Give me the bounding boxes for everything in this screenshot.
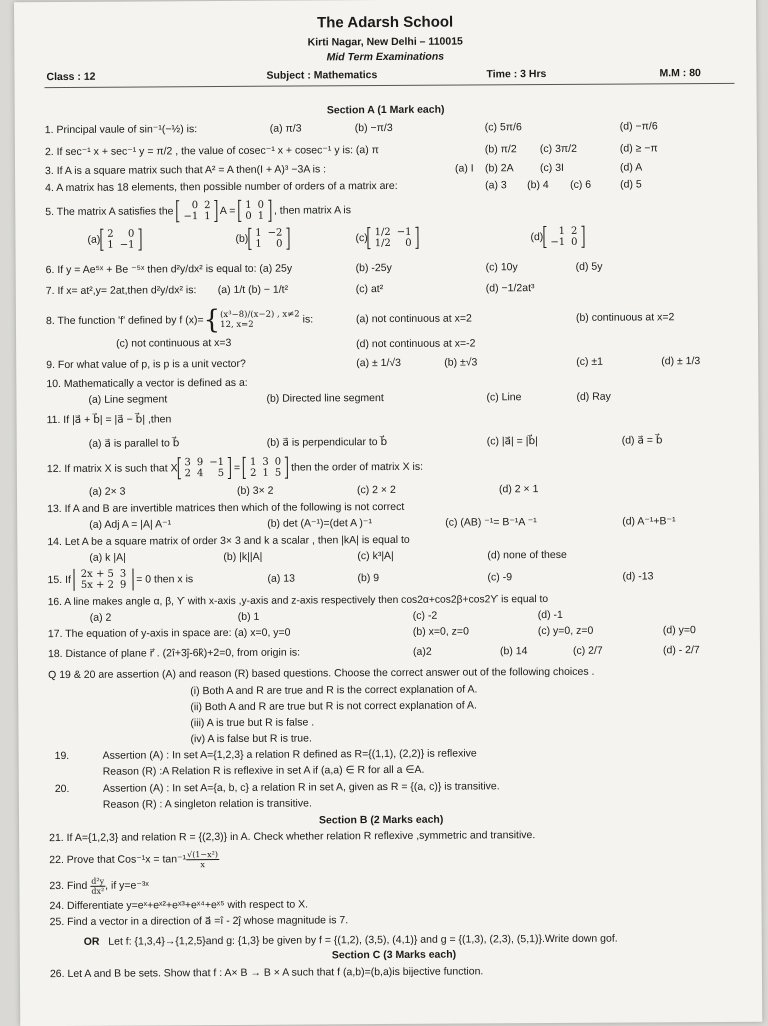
q5-option-a: (a) 2 0 1 −1 bbox=[87, 227, 141, 251]
q5-text bbox=[45, 199, 351, 223]
q5-pre: 5. The matrix A satisfies the bbox=[45, 205, 174, 219]
q6-option-c: (c) 10y bbox=[485, 261, 518, 274]
q9-text: 9. For what value of p, is p is a unit vector? bbox=[46, 357, 246, 372]
q25-text: 25. Find a vector in a direction of a⃗ =î - 2ĵ whose magnitude is 7. bbox=[49, 914, 349, 929]
q17-text: 17. The equation of y-axis in space are: (a) x=0, y=0 bbox=[47, 626, 291, 641]
q16-text: 16. A line makes angle α, β, ϒ with x-axis ,y-axis and z-axis respectively then cos2α+cos2β+cos2ϒ is equal to bbox=[47, 594, 549, 609]
q3-text: 3. If A is a square matrix such that A² = A then(I + A)³ −3A is : bbox=[45, 163, 327, 178]
q26-text: 26. Let A and B be sets. Show that f : A× B → B × A such that f (a,b)=(b,a)is bijective function. bbox=[49, 965, 484, 981]
q8-option-b: (b) continuous at x=2 bbox=[575, 311, 675, 324]
section-a-heading: Section A (1 Mark each) bbox=[326, 103, 445, 117]
q5-matrix-right: 1 0 0 1 bbox=[238, 200, 271, 222]
q11-option-b: (b) a⃗ is perpendicular to b⃗ bbox=[266, 435, 388, 449]
q7-option-c: (c) at² bbox=[355, 283, 384, 296]
q8-option-a: (a) not continuous at x=2 bbox=[355, 312, 472, 326]
q13-text: 13. If A and B are invertible matrices then which of the following is not correct bbox=[47, 500, 405, 516]
q8-option-d: (d) not continuous at x=-2 bbox=[356, 337, 476, 351]
q24-text: 24. Differentiate y=eˣ+eˣ²+eˣ³+eˣ⁴+eˣ⁵ with respect to X. bbox=[49, 898, 309, 913]
q20-number: 20. bbox=[54, 782, 70, 796]
q13-option-c: (c) (AB) ⁻¹= B⁻¹A ⁻¹ bbox=[445, 516, 537, 529]
q14-option-d: (d) none of these bbox=[487, 548, 567, 562]
q8-case-1: (x³−8)/(x−2) , x≠2 bbox=[220, 309, 300, 321]
q5-post: , then matrix A is bbox=[273, 204, 352, 217]
q4-option-d: (d) 5 bbox=[620, 178, 642, 191]
q15-option-d: (d) -13 bbox=[622, 570, 654, 583]
q14-text: 14. Let A be a square matrix of order 3× 3 and k a scalar , then |kA| is equal to bbox=[47, 533, 410, 549]
q16-option-b: (b) 1 bbox=[237, 610, 260, 623]
q17-option-d: (d) y=0 bbox=[662, 624, 696, 637]
q12-text: 12. If matrix X is such that X 3 9 −1 2 4 5 = 1 3 0 2 1 5 then the order of matrix X is: bbox=[46, 456, 424, 480]
q5-option-c: (c) 1/2 −1 1/2 0 bbox=[355, 226, 418, 250]
q3-option-b: (b) 2A bbox=[484, 162, 514, 175]
q5-option-d: (d) 1 2 −1 0 bbox=[530, 225, 584, 249]
q12-option-a: (a) 2× 3 bbox=[88, 485, 126, 498]
school-address: Kirti Nagar, New Delhi – 110015 bbox=[307, 35, 463, 49]
q15-option-b: (b) 9 bbox=[357, 572, 380, 585]
q16-option-d: (d) -1 bbox=[537, 608, 563, 622]
q13-option-d: (d) A⁻¹+B⁻¹ bbox=[622, 515, 676, 528]
q1-text: 1. Principal vaule of sin⁻¹(−½) is: bbox=[44, 123, 198, 137]
q11-text: 11. If |a⃗ + b⃗| = |a⃗ − b⃗| ,then bbox=[46, 413, 172, 427]
exam-title: Mid Term Examinations bbox=[326, 50, 445, 64]
q20-reason: Reason (R) : A singleton relation is transitive. bbox=[102, 797, 312, 811]
q1-option-a: (a) π/3 bbox=[269, 122, 302, 135]
q19-reason: Reason (R) :A Relation R is reflexive in set A if (a,a) ∈ R for all a ∈A. bbox=[102, 763, 425, 778]
q12-option-c: (c) 2 × 2 bbox=[356, 483, 396, 497]
header-divider bbox=[45, 83, 735, 88]
q4-option-c: (c) 6 bbox=[570, 178, 592, 191]
q8-case-2: 12, x=2 bbox=[220, 320, 254, 331]
q6-option-d: (d) 5y bbox=[575, 260, 603, 273]
q11-option-c: (c) |a⃗| = |b⃗| bbox=[486, 435, 538, 448]
q6-text: 6. If y = Ae⁵ˣ + Be ⁻⁵ˣ then d²y/dx² is equal to: (a) 25y bbox=[45, 262, 293, 277]
q14-option-b: (b) |k||A| bbox=[223, 550, 263, 563]
q18-option-d: (d) - 2/7 bbox=[662, 644, 700, 657]
q9-option-c: (c) ±1 bbox=[576, 355, 604, 368]
q18-text: 18. Distance of plane r⃗ . (2î+3ĵ-6k̂)+2=0, from origin is: bbox=[47, 646, 301, 661]
q9-option-a: (a) ± 1/√3 bbox=[356, 356, 402, 370]
q1-option-c: (c) 5π/6 bbox=[484, 121, 522, 134]
q2-text: 2. If sec⁻¹ x + sec⁻¹ y = π/2 , the value of cosec⁻¹ x + cosec⁻¹ y is: (a) π bbox=[44, 144, 379, 159]
q7-option-ab: (a) 1/t (b) − 1/t² bbox=[217, 283, 289, 297]
assertion-reason-intro: Q 19 & 20 are assertion (A) and reason (R) based questions. Choose the correct answer out of the following choices . bbox=[48, 665, 595, 682]
exam-paper bbox=[14, 0, 762, 1026]
q14-option-c: (c) k³|A| bbox=[357, 549, 394, 563]
q18-option-a: (a)2 bbox=[412, 645, 432, 658]
q16-option-a: (a) 2 bbox=[89, 611, 112, 624]
q10-option-c: (c) Line bbox=[486, 391, 522, 404]
q23-text: 23. Find $\frac{\text{d²y}}{\text{dx²}}$ , if y=e⁻³ˣ bbox=[49, 876, 149, 896]
q14-option-a: (a) k |A| bbox=[89, 551, 126, 564]
q20-assertion: Assertion (A) : In set A={a, b, c} a relation R in set A, given as R = {(a, c)} is transitive. bbox=[102, 780, 500, 795]
ar-option-2: (ii) Both A and R are true but R is not correct explanation of A. bbox=[190, 699, 477, 714]
q12-option-d: (d) 2 × 1 bbox=[498, 483, 539, 496]
q8-text: 8. The function 'f' defined by f (x)={ (x³−8)/(x−2) , x≠2 12, x=2 is: bbox=[45, 305, 314, 336]
q2-option-c: (c) 3π/2 bbox=[539, 142, 577, 156]
q7-text: 7. If x= at²,y= 2at,then d²y/dx² is: bbox=[45, 284, 197, 298]
ar-option-4: (iv) A is false but R is true. bbox=[190, 732, 312, 746]
q15-text: 15. If 2x + 5 3 5x + 2 9 = 0 then x is bbox=[47, 568, 194, 592]
q17-option-c: (c) y=0, z=0 bbox=[537, 624, 594, 638]
q10-option-a: (a) Line segment bbox=[88, 393, 168, 406]
q15-option-c: (c) -9 bbox=[487, 571, 513, 584]
q3-option-a: (a) I bbox=[454, 162, 474, 175]
ar-option-1: (i) Both A and R are true and R is the correct explanation of A. bbox=[190, 683, 478, 698]
q13-option-a: (a) Adj A = |A| A⁻¹ bbox=[89, 518, 172, 531]
q25-or-alternative: OR Let f: {1,3,4}→{1,2,5}and g: {1,3} be given by f = {(1,2), (3,5), (4,1)} and g = {(1,3), (2,3), (5,1)}.Write down gof. bbox=[83, 932, 618, 948]
time-label: Time : 3 Hrs bbox=[486, 68, 547, 81]
q16-option-c: (c) -2 bbox=[412, 609, 438, 622]
q1-option-b: (b) −π/3 bbox=[354, 121, 393, 135]
section-c-heading: Section C (3 Marks each) bbox=[331, 948, 457, 962]
q17-option-b: (b) x=0, z=0 bbox=[412, 625, 469, 638]
q10-option-d: (d) Ray bbox=[576, 390, 611, 403]
q11-option-d: (d) a⃗ = b⃗ bbox=[621, 434, 663, 447]
q15-option-a: (a) 13 bbox=[267, 572, 296, 585]
q8-option-c: (c) not continuous at x=3 bbox=[116, 336, 232, 350]
q5-matrix-left: 0 2 −1 1 bbox=[176, 200, 217, 222]
q4-option-a: (a) 3 bbox=[485, 179, 507, 192]
max-marks-label: M.M : 80 bbox=[659, 67, 701, 80]
q5-option-b: (b) 1 −2 1 0 bbox=[235, 227, 289, 251]
q19-number: 19. bbox=[54, 749, 70, 763]
q12-option-b: (b) 3× 2 bbox=[236, 484, 274, 497]
q12-matrix-1: 3 9 −1 2 4 5 bbox=[178, 457, 232, 479]
q10-option-b: (b) Directed line segment bbox=[266, 392, 384, 405]
q10-text: 10. Mathematically a vector is defined as a: bbox=[46, 376, 248, 391]
subject-label: Subject : Mathematics bbox=[266, 69, 378, 82]
q9-option-b: (b) ±√3 bbox=[444, 356, 478, 369]
q22-text: 22. Prove that Cos⁻¹x = tan⁻¹ $\frac{\text{√(1−x²)}}{x}$ bbox=[49, 849, 218, 869]
q21-text: 21. If A={1,2,3} and relation R = {(2,3)} in A. Check whether relation R reflexive ,symmetric and transitive. bbox=[49, 829, 536, 845]
q15-determinant: 2x + 5 3 5x + 2 9 bbox=[74, 569, 134, 591]
q13-option-b: (b) det (A⁻¹)=(det A )⁻¹ bbox=[267, 517, 372, 530]
q6-option-b: (b) -25y bbox=[355, 261, 392, 275]
q2-option-b: (b) π/2 bbox=[484, 143, 517, 156]
q18-option-b: (b) 14 bbox=[499, 645, 528, 658]
q19-assertion: Assertion (A) : In set A={1,2,3} a relation R defined as R={(1,1), (2,2)} is reflexive bbox=[102, 747, 477, 762]
q4-text: 4. A matrix has 18 elements, then possible number of orders of a matrix are: bbox=[45, 179, 398, 195]
q5-mid: A = bbox=[219, 204, 236, 218]
q1-option-d: (d) −π/6 bbox=[619, 120, 658, 133]
q9-option-d: (d) ± 1/3 bbox=[661, 355, 701, 368]
q4-option-b: (b) 4 bbox=[527, 179, 549, 192]
q18-option-c: (c) 2/7 bbox=[572, 644, 603, 657]
ar-option-3: (iii) A is true but R is false . bbox=[190, 716, 315, 730]
q3-option-d: (d) A bbox=[619, 161, 643, 174]
section-b-heading: Section B (2 Marks each) bbox=[318, 813, 444, 827]
class-label: Class : 12 bbox=[46, 70, 96, 84]
q12-matrix-2: 1 3 0 2 1 5 bbox=[243, 457, 288, 479]
q2-option-d: (d) ≥ −π bbox=[619, 142, 658, 155]
q3-option-c: (c) 3I bbox=[539, 161, 564, 175]
q11-option-a: (a) a⃗ is parallel to b⃗ bbox=[88, 437, 180, 450]
q7-option-d: (d) −1/2at³ bbox=[485, 282, 535, 295]
school-name: The Adarsh School bbox=[317, 13, 454, 32]
